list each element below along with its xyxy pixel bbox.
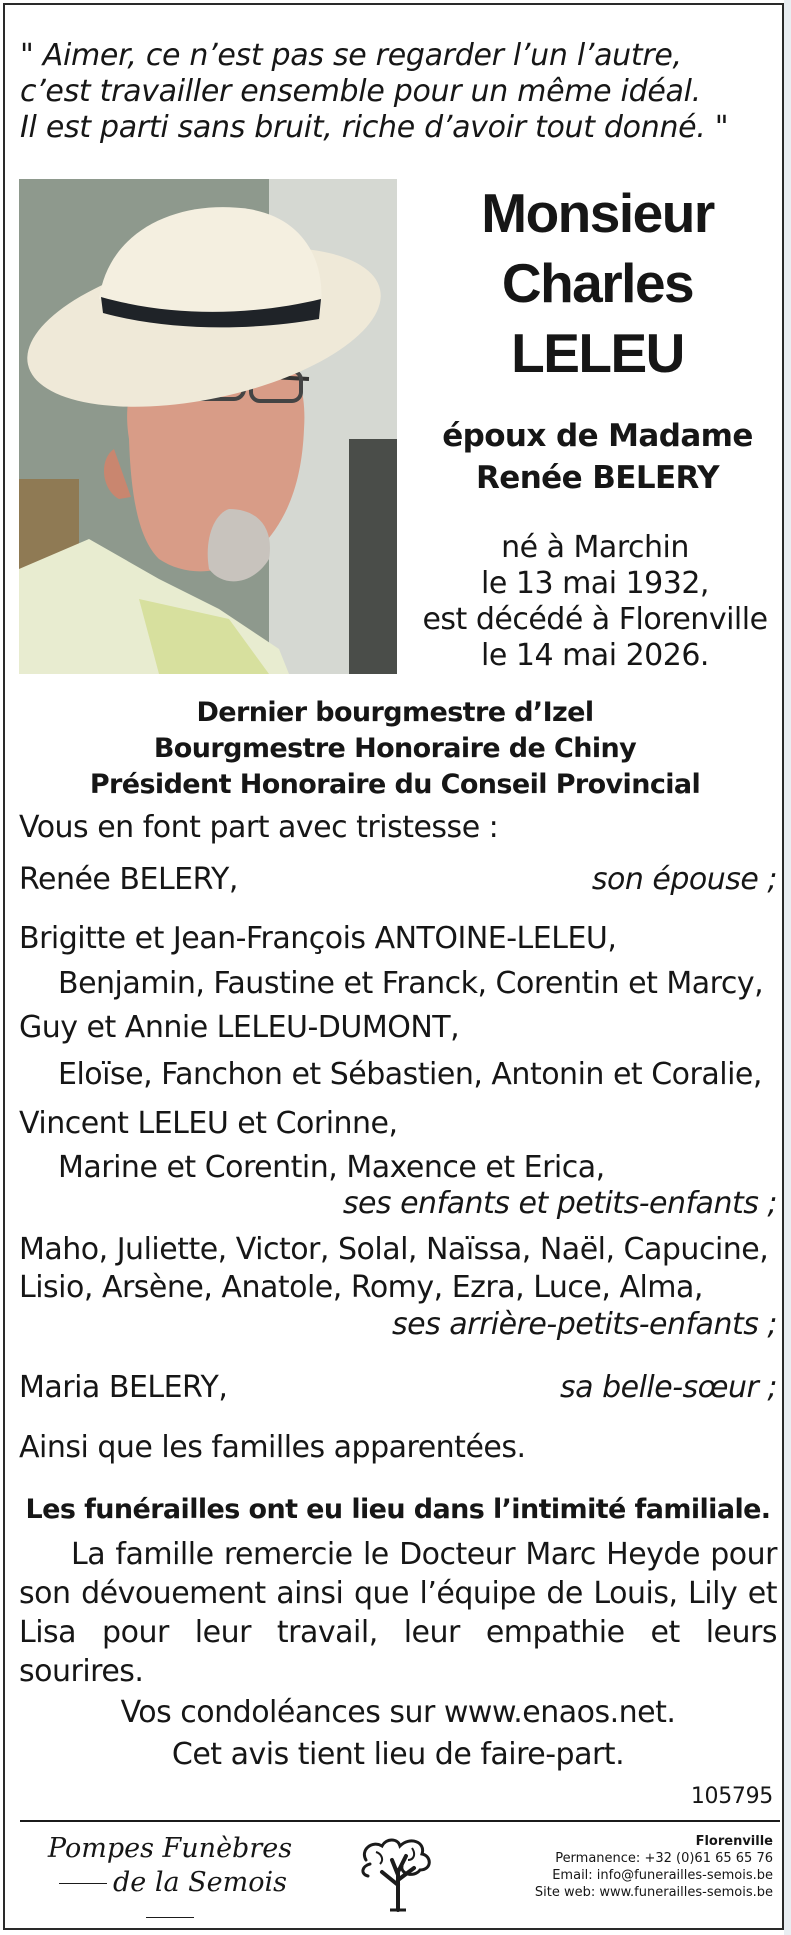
- family-grandchildren: Benjamin, Faustine et Franck, Corentin et Marcy,: [58, 966, 764, 1001]
- quote-line: Il est parti sans bruit, riche d’avoir tout donné. ": [20, 110, 729, 145]
- condolences-text: Vos condoléances sur www.enaos.net.: [120, 1695, 676, 1730]
- relation-label: ses arrière-petits-enfants ;: [392, 1307, 777, 1342]
- title-line: Président Honoraire du Conseil Provincial: [89, 769, 701, 800]
- birth-place: né à Marchin: [501, 530, 689, 565]
- contact-town: Florenville: [695, 1834, 773, 1849]
- family-name: Renée BELERY,: [19, 862, 238, 897]
- contact-website: Site web: www.funerailles-semois.be: [534, 1885, 773, 1900]
- family-child: Brigitte et Jean-François ANTOINE-LELEU,: [19, 921, 617, 956]
- family-grandchildren: Eloïse, Fanchon et Sébastien, Antonin et Coralie,: [58, 1057, 762, 1092]
- page-edge: [784, 0, 791, 1935]
- notice-text: Cet avis tient lieu de faire-part.: [171, 1737, 625, 1772]
- contact-phone: Permanence: +32 (0)61 65 65 76: [555, 1851, 773, 1866]
- family-name: Maria BELERY,: [19, 1370, 228, 1405]
- death-place: est décédé à Florenville: [422, 602, 768, 637]
- relation-label: sa belle-sœur ;: [560, 1370, 777, 1405]
- family-great-grandchildren: Lisio, Arsène, Anatole, Romy, Ezra, Luce, Alma,: [19, 1270, 703, 1305]
- family-great-grandchildren: Maho, Juliette, Victor, Solal, Naïssa, Naël, Capucine,: [19, 1232, 769, 1267]
- tree-icon: [352, 1830, 444, 1912]
- brand-line-2: [30, 1866, 310, 1934]
- brand-line: Pompes Funèbres: [47, 1833, 293, 1864]
- life-dates: [410, 530, 780, 674]
- funeral-notice: Les funérailles ont eu lieu dans l’intimité familiale.: [25, 1494, 771, 1525]
- spouse-line: époux de Madame: [442, 418, 753, 454]
- epigraph-quote: [20, 38, 780, 146]
- honorific: Monsieur: [481, 182, 714, 244]
- quote-line: " Aimer, ce n’est pas se regarder l’un l’autre,: [20, 38, 682, 73]
- quote-line: c’est travailler ensemble pour un même idéal.: [20, 74, 701, 109]
- relation-label: ses enfants et petits-enfants ;: [342, 1186, 777, 1221]
- death-date: le 14 mai 2026.: [481, 638, 709, 673]
- honorary-titles: [20, 695, 770, 803]
- family-child: Vincent LELEU et Corinne,: [19, 1106, 398, 1141]
- thanks-paragraph: La famille remercie le Docteur Marc Heyde pour son dévouement ainsi que l’équipe de Louis, Lily et Lisa pour leur travail, leur empathie et leurs sourires.: [19, 1537, 777, 1689]
- title-line: Bourgmestre Honoraire de Chiny: [153, 733, 637, 764]
- spouse-info: [420, 415, 775, 499]
- intro-text: Vous en font part avec tristesse :: [19, 810, 499, 845]
- birth-date: le 13 mai 1932,: [481, 566, 709, 601]
- family-row-spouse: [19, 862, 777, 898]
- brand-line: de la Semois: [113, 1867, 287, 1898]
- family-grandchildren: Marine et Corentin, Maxence et Erica,: [58, 1150, 605, 1185]
- families-text: Ainsi que les familles apparentées.: [19, 1430, 526, 1465]
- contact-email: Email: info@funerailles-semois.be: [552, 1868, 773, 1883]
- portrait-illustration: [19, 179, 397, 674]
- family-row-sister-in-law: [19, 1370, 777, 1406]
- first-name: Charles: [501, 252, 694, 314]
- family-child: Guy et Annie LELEU-DUMONT,: [19, 1010, 460, 1045]
- footer-divider: [20, 1820, 780, 1822]
- funeral-home-contact: [535, 1833, 773, 1901]
- relation-label: son épouse ;: [591, 862, 777, 897]
- title-line: Dernier bourgmestre d’Izel: [196, 697, 594, 728]
- last-name: LELEU: [511, 322, 684, 384]
- spouse-line: Renée BELERY: [476, 460, 719, 496]
- funeral-home-brand: [30, 1832, 310, 1934]
- portrait-photo: [19, 179, 397, 674]
- reference-number: 105795: [690, 1784, 773, 1809]
- deceased-name: [440, 178, 755, 388]
